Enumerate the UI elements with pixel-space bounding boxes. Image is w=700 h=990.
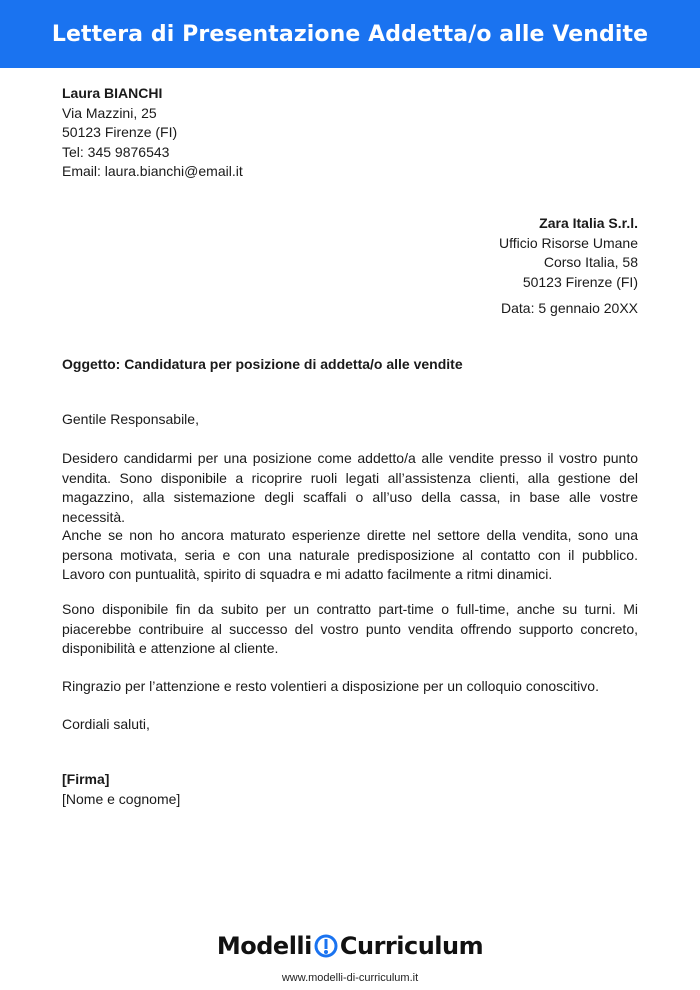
salutation: Gentile Responsabile, (62, 411, 199, 427)
recipient-company: Zara Italia S.r.l. (539, 215, 638, 231)
paragraph-2: Anche se non ho ancora maturato esperienze dirette nel settore della vendita, sono una persona motivata, seria e con una naturale predisposizione al contatto con il pubblico. Lavoro con puntualità, spirito di squadra e mi adatto facilmente a ritmi dinamici. (62, 527, 638, 582)
sender-block (62, 84, 243, 182)
signature-block (62, 770, 180, 809)
recipient-address: Corso Italia, 58 (543, 254, 638, 270)
sender-address: Via Mazzini, 25 (62, 104, 157, 121)
sender-city: 50123 Firenze (FI) (62, 124, 178, 140)
sender-phone: Tel: 345 9876543 (62, 143, 170, 160)
signature-name: [Nome e cognome] (62, 790, 181, 807)
logo-di-icon (313, 933, 339, 959)
sender-name: Laura BIANCHI (62, 85, 163, 101)
closing: Cordiali saluti, (62, 716, 150, 732)
recipient-city: 50123 Firenze (FI) (522, 273, 638, 290)
signature-label: [Firma] (62, 771, 110, 787)
logo-text-right: Curriculum (339, 932, 484, 960)
footer-url[interactable]: www.modelli-di-curriculum.it (281, 972, 419, 984)
document-title: Lettera di Presentazione Addetta/o alle Vendite (51, 21, 649, 47)
paragraph-3: Sono disponibile fin da subito per un contratto part-time o full-time, anche su turni. Mi piacerebbe contribuire al successo del vostro punto vendita offrendo supporto concreto, disponibilità e attenzione al cliente. (62, 601, 638, 656)
logo-text-left: Modelli (216, 932, 312, 960)
letter-date: Data: 5 gennaio 20XX (501, 300, 638, 316)
title-banner (0, 0, 700, 68)
paragraph-1: Desidero candidarmi per una posizione come addetto/a alle vendite presso il vostro punto vendita. Sono disponibile a ricoprire ruoli legati all’assistenza clienti, alla gestione del magazzino, alla sistemazione degli scaffali o all’uso della cassa, in base alle vostre necessità. (62, 450, 638, 525)
recipient-department: Ufficio Risorse Umane (498, 234, 638, 251)
paragraph-4: Ringrazio per l’attenzione e resto volentieri a disposizione per un colloquio conoscitivo. (62, 678, 599, 694)
letter-subject: Oggetto: Candidatura per posizione di addetta/o alle vendite (62, 356, 463, 372)
recipient-block (499, 214, 638, 292)
sender-email: Email: laura.bianchi@email.it (62, 163, 243, 179)
site-logo (0, 932, 700, 960)
